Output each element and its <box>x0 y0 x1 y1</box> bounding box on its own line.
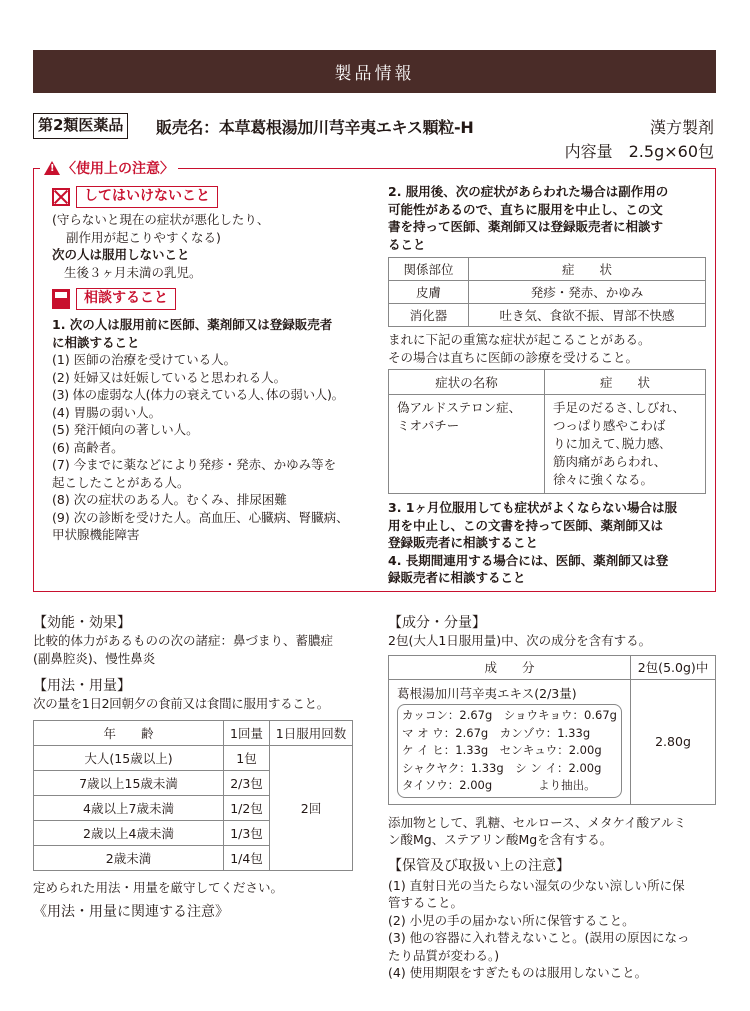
rare-note-1: まれに下記の重篤な症状が起こることがある。 <box>388 332 651 347</box>
dosage-title: 【用法・用量】 <box>33 678 131 694</box>
consult-icon <box>52 289 70 309</box>
symptom-line: 筋肉痛があらわれ、 <box>553 454 667 469</box>
table-header: 症 状 <box>545 370 706 395</box>
storage-line: 管すること。 <box>388 895 464 910</box>
prohibited-icon <box>52 188 70 206</box>
table-cell: 皮膚 <box>389 281 469 304</box>
efficacy-line: (副鼻腔炎)、慢性鼻炎 <box>33 650 156 666</box>
continuous-use-para-line: 4. 長期間連用する場合には、医師、薬剤師又は登 <box>388 552 669 568</box>
table-cell: 1/4包 <box>224 845 270 870</box>
additives-line: ン酸Mg、ステアリン酸Mgを含有する。 <box>388 832 613 847</box>
table-cell: 吐き気、食欲不振、胃部不快感 <box>469 304 706 327</box>
additives-line: 添加物として、乳糖、セルロース、メタケイ酸アルミ <box>388 814 687 830</box>
storage-line: (4) 使用期限をすぎたものは服用しないこと。 <box>388 965 648 980</box>
ingredient-amount: 2.80g <box>631 679 716 804</box>
symptom-name-line: 偽アルドステロン症、 <box>397 400 522 415</box>
consult-item: (8) 次の症状のある人。むくみ、排尿困難 <box>52 492 287 507</box>
ingredient-line: タイソウ：2.00g より抽出。 <box>402 778 596 792</box>
table-cell: 1包 <box>224 745 270 770</box>
consult-heading-1: 1. 次の人は服用前に医師、薬剤師又は登録販売者 <box>52 317 333 332</box>
ingredient-line: シャクヤク：1.33g シ ン イ：2.00g <box>402 760 602 775</box>
storage-line: (3) 他の容器に入れ替えないこと。(誤用の原因になっ <box>388 930 690 945</box>
table-header: 1日服用回数 <box>270 720 353 745</box>
consult-item: (1) 医師の治療を受けている人。 <box>52 352 237 367</box>
consult-item: (5) 発汗傾向の著しい人。 <box>52 422 199 437</box>
storage-line: (2) 小児の手の届かない所に保管すること。 <box>388 912 635 928</box>
caution-title: 〈使用上の注意〉 <box>62 161 174 177</box>
table-header: 1回量 <box>224 720 270 745</box>
side-effect-para-line: ること <box>388 236 426 252</box>
table-cell: 発疹・発赤、かゆみ <box>469 281 706 304</box>
table-cell: 2歳以上4歳未満 <box>34 820 224 845</box>
symptom-name-line: ミオパチー <box>397 417 460 433</box>
side-effect-para-line: 2. 服用後、次の症状があらわれた場合は副作用の <box>388 184 669 199</box>
product-contents: 内容量 2.5g×60包 <box>564 142 714 161</box>
header-title: 製品情報 <box>334 64 415 84</box>
caution-right-column <box>388 183 706 587</box>
consult-item: (3) 体の虚弱な人(体力の衰えている人､体の弱い人)。 <box>52 387 344 402</box>
table-cell <box>389 679 631 804</box>
table-header: 成 分 <box>389 655 631 679</box>
table-cell: 2歳未満 <box>34 845 224 870</box>
product-title-row <box>33 113 716 161</box>
symptom-line: 手足のだるさ､しびれ、 <box>553 400 686 415</box>
caution-heading <box>40 158 178 178</box>
long-use-para-line: 登録販売者に相談すること <box>388 535 539 550</box>
consult-item: 起こしたことがある人。 <box>52 474 190 490</box>
dosage-related-title: 《用法・用量に関連する注意》 <box>33 904 229 920</box>
side-effect-para-line: 可能性があるので、直ちに服用を中止し、この文 <box>388 201 663 217</box>
efficacy-title: 【効能・効果】 <box>33 615 131 631</box>
warning-icon <box>44 161 60 175</box>
dosage-note: 定められた用法・用量を厳守してください。 <box>33 879 284 895</box>
consult-heading-2: に相談すること <box>52 334 140 350</box>
table-cell <box>389 395 545 494</box>
table-cell: 大人(15歳以上) <box>34 745 224 770</box>
table-header: 症状の名称 <box>389 370 545 395</box>
ingredient-list <box>397 704 622 798</box>
storage-title: 【保管及び取扱い上の注意】 <box>388 857 570 874</box>
consult-item: 甲状腺機能障害 <box>52 527 140 542</box>
side-effect-para-line: 書を持って医師、薬剤師又は登録販売者に相談す <box>388 219 664 234</box>
dont-item: 生後３ヶ月未満の乳児。 <box>64 264 202 280</box>
continuous-use-para-line: 録販売者に相談すること <box>388 570 526 585</box>
dosage-intro: 次の量を1日2回朝夕の食前又は食間に服用すること。 <box>33 696 329 711</box>
table-header: 年 齢 <box>34 720 224 745</box>
storage-line: (1) 直射日光の当たらない湿気の少ない涼しい所に保 <box>388 877 685 893</box>
dont-note-1: (守らないと現在の症状が悪化したり、 <box>52 212 270 227</box>
ingredients-title: 【成分・分量】 <box>388 615 486 631</box>
symptom-line: つっぱり感やこわば <box>553 418 666 433</box>
consult-item: (6) 高齢者。 <box>52 439 124 455</box>
serious-symptom-table <box>388 369 706 494</box>
efficacy-line: 比較的体力があるものの次の諸症：鼻づまり、蓄膿症 <box>33 633 334 648</box>
left-lower-column <box>33 612 368 921</box>
table-cell: 1/2包 <box>224 795 270 820</box>
dont-heading <box>52 186 372 208</box>
consult-label: 相談すること <box>76 288 176 310</box>
dosage-table <box>33 720 353 871</box>
table-header: 症 状 <box>469 258 706 281</box>
table-header: 2包(5.0g)中 <box>631 655 716 679</box>
table-cell: 消化器 <box>389 304 469 327</box>
consult-heading <box>52 288 372 310</box>
ingredient-line: ケ イ ヒ：1.33g センキュウ：2.00g <box>402 743 602 757</box>
table-cell: 2/3包 <box>224 770 270 795</box>
dosage-times-cell: 2回 <box>270 745 353 870</box>
symptom-line: りに加えて､脱力感､ <box>553 436 666 451</box>
table-cell: 7歳以上15歳未満 <box>34 770 224 795</box>
rare-note-2: その場合は直ちに医師の診療を受けること。 <box>388 349 639 365</box>
storage-line: たり品質が変わる。) <box>388 947 500 963</box>
table-cell <box>545 395 706 494</box>
side-effect-table <box>388 257 706 327</box>
ingredient-line: マ オ ウ：2.67g カンゾウ：1.33g <box>402 725 591 740</box>
dont-note-2: 副作用が起こりやすくなる) <box>66 229 221 245</box>
table-header: 関係部位 <box>389 258 469 281</box>
ingredients-table <box>388 655 716 805</box>
right-lower-column <box>388 612 716 982</box>
symptom-line: 徐々に強くなる。 <box>553 472 654 487</box>
consult-item: (7) 今までに薬などにより発疹・発赤、かゆみ等を <box>52 457 337 472</box>
dont-label: してはいけないこと <box>76 186 218 208</box>
caution-left-column <box>52 186 372 544</box>
dont-heading-text: 次の人は服用しないこと <box>52 247 190 262</box>
ingredient-line: カッコン：2.67g ショウキョウ：0.67g <box>402 708 617 722</box>
consult-item: (9) 次の診断を受けた人。高血圧、心臓病、腎臓病、 <box>52 509 349 525</box>
table-cell: 1/3包 <box>224 820 270 845</box>
sales-name: 販売名：本草葛根湯加川芎辛夷エキス顆粒-H <box>156 118 474 137</box>
extract-name: 葛根湯加川芎辛夷エキス(2/3量) <box>397 685 577 701</box>
consult-item: (2) 妊婦又は妊娠していると思われる人。 <box>52 369 287 385</box>
ingredients-intro: 2包(大人1日服用量)中、次の成分を含有する。 <box>388 633 652 648</box>
long-use-para-line: 3. 1ヶ月位服用しても症状がよくならない場合は服 <box>388 500 677 515</box>
consult-item: (4) 胃腸の弱い人。 <box>52 404 162 420</box>
drug-category-badge: 第2類医薬品 <box>33 113 128 139</box>
page-header <box>33 50 716 93</box>
long-use-para-line: 用を中止し、この文書を持って医師、薬剤師又は <box>388 517 664 533</box>
table-cell: 4歳以上7歳未満 <box>34 795 224 820</box>
product-type: 漢方製剤 <box>649 118 714 137</box>
